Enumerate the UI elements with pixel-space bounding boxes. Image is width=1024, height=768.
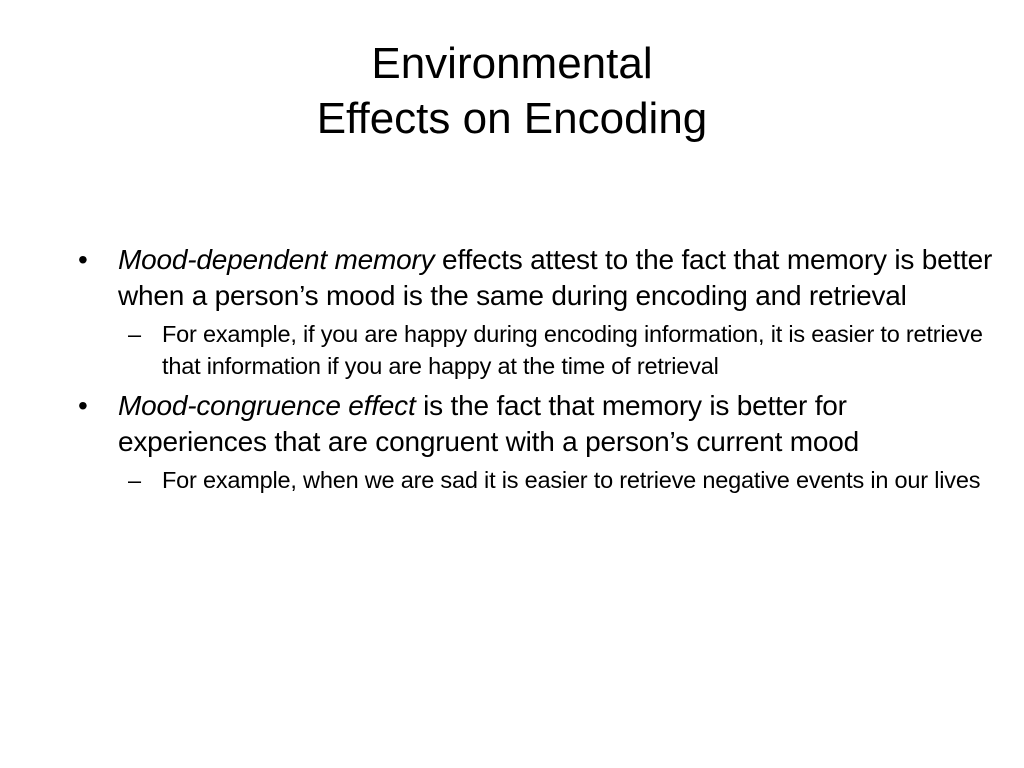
bullet-text: is the fact that memory is better for experiences that are congruent with a person’s current mood xyxy=(118,390,860,457)
bullet-term: Mood-dependent memory xyxy=(118,244,435,275)
bullet-marker: • xyxy=(78,244,88,275)
sub-bullet-text: For example, when we are sad it is easier to retrieve negative events in our lives xyxy=(162,467,981,493)
title-line-1: Environmental xyxy=(371,39,653,88)
sub-bullet-text: For example, if you are happy during encoding information, it is easier to retrieve that information if you are happy at the time of retrieval xyxy=(162,321,983,379)
bullet-text: effects attest to the fact that memory is better when a person’s mood is the same during encoding and retrieval xyxy=(118,244,993,311)
bullet-mood-dependent-memory xyxy=(76,242,996,314)
title-line-2: Effects on Encoding xyxy=(316,94,708,143)
sub-bullet-marker: – xyxy=(128,467,141,493)
slide-title xyxy=(0,36,1024,146)
sub-bullet-happy-example xyxy=(128,318,996,382)
bullet-marker: • xyxy=(78,390,88,421)
bullet-term: Mood-congruence effect xyxy=(118,390,416,421)
sub-bullet-sad-example xyxy=(128,464,996,496)
slide-body xyxy=(76,242,996,502)
bullet-mood-congruence-effect xyxy=(76,388,996,460)
sub-bullet-marker: – xyxy=(128,321,141,347)
